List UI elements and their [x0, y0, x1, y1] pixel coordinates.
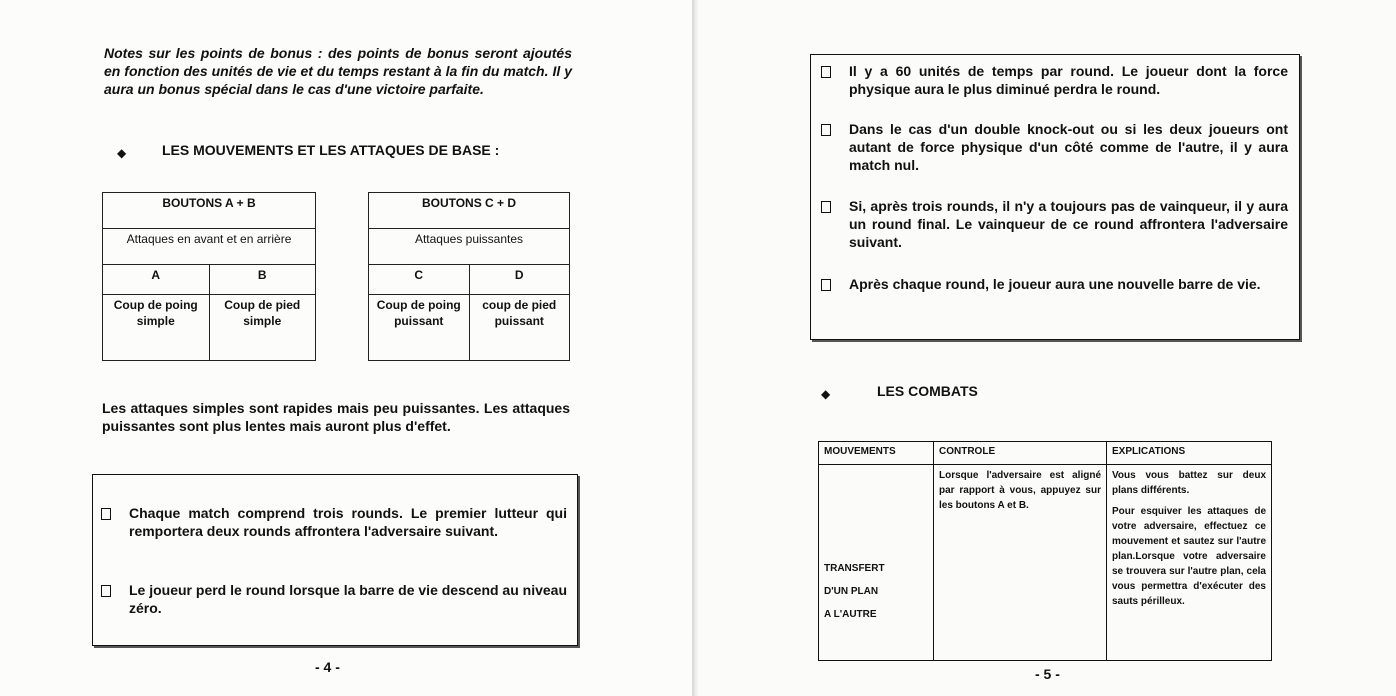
table-cell-value: Coup de pied simple — [209, 295, 316, 361]
section-heading-moves: LES MOUVEMENTS ET LES ATTAQUES DE BASE : — [162, 142, 500, 158]
movement-line: A L'AUTRE — [824, 609, 877, 620]
table-cell-key: C — [369, 265, 470, 295]
section-heading-combats: LES COMBATS — [877, 383, 978, 399]
page-number: - 4 - — [315, 659, 340, 675]
combat-table — [818, 441, 1272, 661]
rules-box-left — [92, 474, 578, 646]
movement-line: TRANSFERT — [824, 563, 885, 574]
table-header: BOUTONS A + B — [103, 193, 316, 229]
rule-item: Après chaque round, le joueur aura une nouvelle barre de vie. — [849, 276, 1261, 292]
buttons-cd-table — [368, 192, 570, 361]
column-header: MOUVEMENTS — [819, 442, 934, 465]
movement-cell — [819, 465, 934, 661]
rule-item: Si, après trois rounds, il n'y a toujours pas de vainqueur, il y aura un round final. Le vainqueur de ce round affrontera l'adversaire suivant. — [849, 198, 1288, 250]
checkbox-icon — [821, 201, 831, 213]
table-cell-key: A — [103, 265, 210, 295]
table-cell-key: B — [209, 265, 316, 295]
attacks-paragraph: Les attaques simples sont rapides mais peu puissantes. Les attaques puissantes sont plus lentes mais auront plus d'effet. — [102, 400, 570, 434]
checkbox-icon — [821, 279, 831, 291]
buttons-ab-table — [102, 192, 316, 361]
rule-item: Chaque match comprend trois rounds. Le premier lutteur qui remportera deux rounds affrontera l'adversaire suivant. — [129, 505, 567, 539]
rule-item: Dans le cas d'un double knock-out ou si les deux joueurs ont autant de force physique d'un côté comme de l'autre, il y aura match nul. — [849, 121, 1288, 173]
explanation-cell — [1107, 465, 1272, 661]
diamond-bullet-icon: ◆ — [117, 146, 127, 160]
diamond-bullet-icon: ◆ — [821, 387, 831, 401]
table-cell-value: Coup de poing puissant — [369, 295, 470, 361]
table-header: BOUTONS C + D — [369, 193, 570, 229]
checkbox-icon — [821, 66, 831, 78]
table-subheader: Attaques puissantes — [369, 229, 570, 265]
table-cell-value: coup de pied puissant — [469, 295, 570, 361]
movement-line: D'UN PLAN — [824, 586, 879, 597]
checkbox-icon — [821, 124, 831, 136]
bonus-notes: Notes sur les points de bonus : des points de bonus seront ajoutés en fonction des unités de vie et du temps restant à la fin du match. Il y aura un bonus spécial dans le cas d'une victoire parfaite. — [104, 45, 572, 97]
left-page — [0, 0, 692, 696]
checkbox-icon — [101, 508, 111, 520]
explanation-text: Pour esquiver les attaques de votre adversaire, effectuez ce mouvement et sautez sur l'autre plan.Lorsque votre adversaire se trouvera sur l'autre plan, cela vous permettra d'exécuter des sauts périlleux. — [1112, 506, 1266, 607]
page-number: - 5 - — [1035, 666, 1060, 682]
rule-item: Le joueur perd le round lorsque la barre de vie descend au niveau zéro. — [129, 582, 568, 616]
explanation-text: Vous vous battez sur deux plans différents. — [1112, 470, 1266, 496]
table-cell-value: Coup de poing simple — [103, 295, 210, 361]
table-cell-key: D — [469, 265, 570, 295]
control-cell: Lorsque l'adversaire est aligné par rapport à vous, appuyez sur les boutons A et B. — [934, 465, 1107, 661]
checkbox-icon — [101, 585, 111, 597]
column-header: EXPLICATIONS — [1107, 442, 1272, 465]
rule-item: Il y a 60 unités de temps par round. Le joueur dont la force physique aura le plus diminué perdra le round. — [849, 63, 1288, 97]
column-header: CONTROLE — [934, 442, 1107, 465]
table-subheader: Attaques en avant et en arrière — [103, 229, 316, 265]
